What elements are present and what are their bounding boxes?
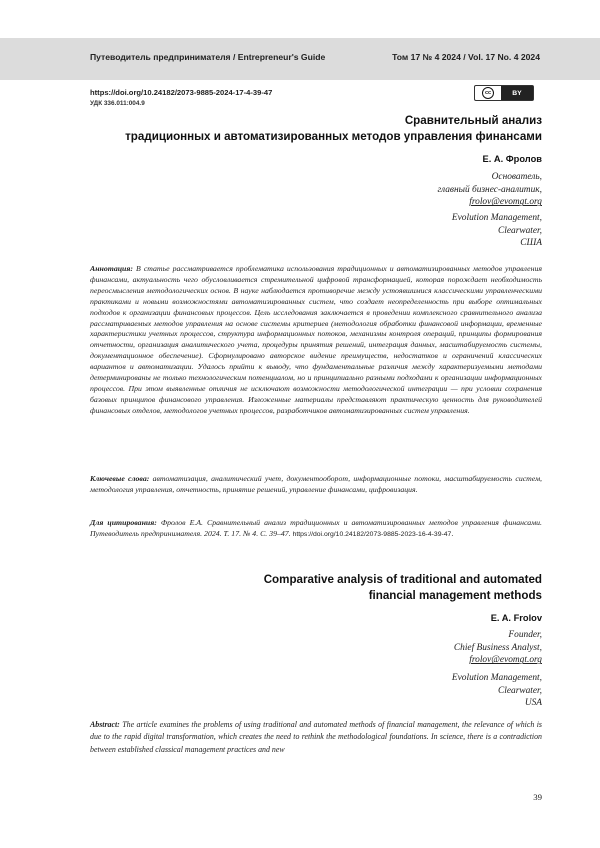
author-role-en — [454, 629, 542, 667]
citation-ru — [90, 518, 542, 541]
citation-ru-label: Для цитирования: — [90, 518, 157, 527]
abstract-ru-label: Аннотация: — [90, 264, 134, 273]
title-en-line-1: Comparative analysis of traditional and automated — [263, 573, 542, 586]
author-name-ru: Е. А. Фролов — [482, 154, 542, 164]
title-ru-line-2: традиционных и автоматизированных методов управления финансами — [125, 130, 542, 143]
author-email-en[interactable]: frolov@evomgt.org — [469, 655, 542, 666]
page-number: 39 — [533, 792, 542, 802]
by-label: BY — [501, 86, 533, 100]
role-en-line-1: Founder, — [508, 630, 542, 640]
org-ru-line-2: Clearwater, — [497, 225, 542, 236]
abstract-en-label: Abstract: — [90, 720, 120, 729]
author-organization-en — [452, 672, 542, 710]
author-email-ru[interactable]: frolov@evomgt.org — [469, 197, 542, 208]
journal-name: Путеводитель предпринимателя / Entrepreneur's Guide — [90, 52, 326, 62]
cc-by-license-badge[interactable] — [474, 85, 534, 101]
abstract-en — [90, 719, 542, 756]
org-en-line-1: Evolution Management, — [451, 673, 542, 683]
keywords-ru-text: автоматизация, аналитический учет, документооборот, информационные потоки, масштабируемость систем, методология управления, отчетность, принятие решений, управление финансами, цифровизация. — [90, 474, 542, 494]
abstract-en-text: The article examines the problems of using traditional and automated methods of financial management, the relevance of which is due to the rapid digital transformation, which creates the need to rethink the methodological foundations. In science, there is a contradiction between established classical management practices and new — [90, 720, 542, 754]
citation-ru-end: . — [451, 528, 454, 538]
role-en-line-2: Chief Business Analyst, — [453, 642, 542, 653]
article-title-ru — [90, 113, 542, 145]
article-title-en — [90, 572, 542, 604]
keywords-ru-label: Ключевые слова: — [90, 474, 150, 483]
udc-code: УДК 336.011:004.9 — [90, 100, 145, 107]
doi-link[interactable]: https://doi.org/10.24182/2073-9885-2024-17-4-39-47 — [90, 88, 273, 97]
keywords-ru — [90, 474, 542, 496]
cc-icon: cc — [482, 87, 494, 99]
journal-issue: Том 17 № 4 2024 / Vol. 17 No. 4 2024 — [392, 52, 540, 62]
abstract-ru-text: В статье рассматривается проблематика использования традиционных и автоматизированных методов управления финансами, актуальность чего обусловливается стремительной цифровой трансформацией, которая порождает необходимость переосмысления методологических основ. В науке наблюдается противоречие между устоявшимися классическими управленческими практиками и новыми возможностями автоматизированных систем, что создает неопределенность при выборе оптимальных подходов к организации финансовых процессов. Цель исследования заключается в проведении комплексного сравнительного анализа рассматриваемых методов управления на основе системы критериев (методология обработки финансовой информации, временные характеристики учетных процессов, структура информационных потоков, механизмы контроля операций, принципы формирования отчетности, организация аналитического учета, процедуры принятия решений, интеграция данных, масштабируемость системы, документационное обеспечение). Сформулировано авторское видение преимуществ, недостатков и ограничений классических вариантов и автоматизации. Удалось прийти к выводу, что фундаментальные различия между характеризуемыми методами детерминированы не только технологическим потенциалом, но и принципиально разными подходами к организации информационных процессов. При этом выявленные отличия не исключают возможности методологической интеграции — при условии сохранения базовых принципов финансового управления. Изложенные материалы представляют практическую ценность для руководителей финансовых отделов, методологов учетных процессов, разработчиков автоматизированных систем управления. — [90, 264, 542, 415]
org-en-line-2: Clearwater, — [497, 685, 542, 696]
title-en-line-2: financial management methods — [368, 589, 542, 602]
author-name-en: E. A. Frolov — [490, 613, 542, 623]
citation-ru-text: Фролов Е.А. Сравнительный анализ традиционных и автоматизированных методов управления финансами. Путеводитель предпринимателя. 2024. Т. 17. № 4. С. 39–47. — [90, 518, 542, 538]
author-role-ru — [437, 171, 542, 209]
role-ru-line-1: Основатель, — [491, 172, 542, 182]
author-organization-ru — [452, 212, 542, 250]
title-ru-line-1: Сравнительный анализ — [404, 114, 542, 127]
org-ru-line-3: США — [520, 238, 542, 249]
role-ru-line-2: главный бизнес-аналитик, — [437, 184, 542, 195]
citation-ru-url[interactable]: https://doi.org/10.24182/2073-9885-2023-16-4-39-47 — [292, 530, 452, 538]
abstract-ru — [90, 264, 542, 417]
cc-logo-area — [475, 86, 501, 100]
org-en-line-3: USA — [524, 698, 542, 709]
org-ru-line-1: Evolution Management, — [451, 213, 542, 223]
